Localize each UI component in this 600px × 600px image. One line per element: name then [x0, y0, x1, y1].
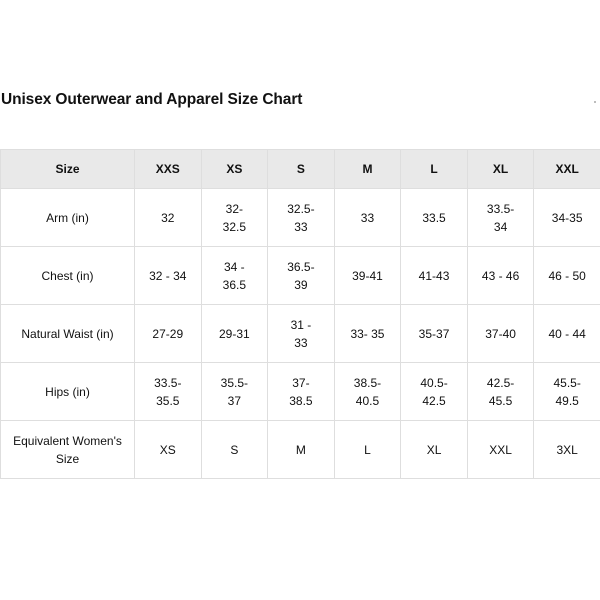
size-chart-table [0, 149, 600, 479]
row-label-hips: Hips (in) [1, 363, 135, 421]
table-cell: 34 - 36.5 [201, 247, 268, 305]
table-cell: 35-37 [401, 305, 468, 363]
table-cell: 33.5- 35.5 [135, 363, 202, 421]
table-cell: 33.5 [401, 189, 468, 247]
table-cell: 32- 32.5 [201, 189, 268, 247]
page-title: Unisex Outerwear and Apparel Size Chart [1, 91, 303, 108]
table-cell: 32 - 34 [135, 247, 202, 305]
table-cell: 33 [334, 189, 401, 247]
row-label-chest: Chest (in) [1, 247, 135, 305]
table-cell: XS [135, 421, 202, 479]
table-row-arm [1, 189, 600, 247]
table-cell: 34-35 [534, 189, 600, 247]
header-cell-size: Size [1, 150, 135, 189]
table-cell: 33.5- 34 [467, 189, 534, 247]
table-cell: XL [401, 421, 468, 479]
table-cell: 45.5- 49.5 [534, 363, 600, 421]
header-cell-m: M [334, 150, 401, 189]
header-cell-xxl: XXL [534, 150, 600, 189]
table-cell: 46 - 50 [534, 247, 600, 305]
header-cell-xl: XL [467, 150, 534, 189]
table-cell: 31 - 33 [268, 305, 335, 363]
table-cell: 3XL [534, 421, 600, 479]
header-cell-s: S [268, 150, 335, 189]
table-cell: 40 - 44 [534, 305, 600, 363]
row-label-equivalent-womens-size: Equivalent Women's Size [1, 421, 135, 479]
table-row-hips [1, 363, 600, 421]
table-cell: 29-31 [201, 305, 268, 363]
table-cell: 27-29 [135, 305, 202, 363]
table-cell: XXL [467, 421, 534, 479]
table-cell: 37-40 [467, 305, 534, 363]
table-cell: 32.5- 33 [268, 189, 335, 247]
header-cell-xs: XS [201, 150, 268, 189]
table-cell: S [201, 421, 268, 479]
row-label-natural-waist: Natural Waist (in) [1, 305, 135, 363]
table-cell: 40.5- 42.5 [401, 363, 468, 421]
header-cell-l: L [401, 150, 468, 189]
table-cell: 41-43 [401, 247, 468, 305]
table-cell: M [268, 421, 335, 479]
table-cell: 32 [135, 189, 202, 247]
table-cell: 39-41 [334, 247, 401, 305]
header-cell-xxs: XXS [135, 150, 202, 189]
table-row-equivalent-womens-size [1, 421, 600, 479]
table-header-row [1, 150, 600, 189]
table-cell: 37- 38.5 [268, 363, 335, 421]
table-cell: 36.5- 39 [268, 247, 335, 305]
table-cell: 33- 35 [334, 305, 401, 363]
row-label-arm: Arm (in) [1, 189, 135, 247]
table-cell: 35.5- 37 [201, 363, 268, 421]
table-cell: L [334, 421, 401, 479]
decorative-dot [594, 101, 596, 103]
table-row-natural-waist [1, 305, 600, 363]
table-cell: 38.5- 40.5 [334, 363, 401, 421]
table-cell: 43 - 46 [467, 247, 534, 305]
table-cell: 42.5- 45.5 [467, 363, 534, 421]
table-row-chest [1, 247, 600, 305]
